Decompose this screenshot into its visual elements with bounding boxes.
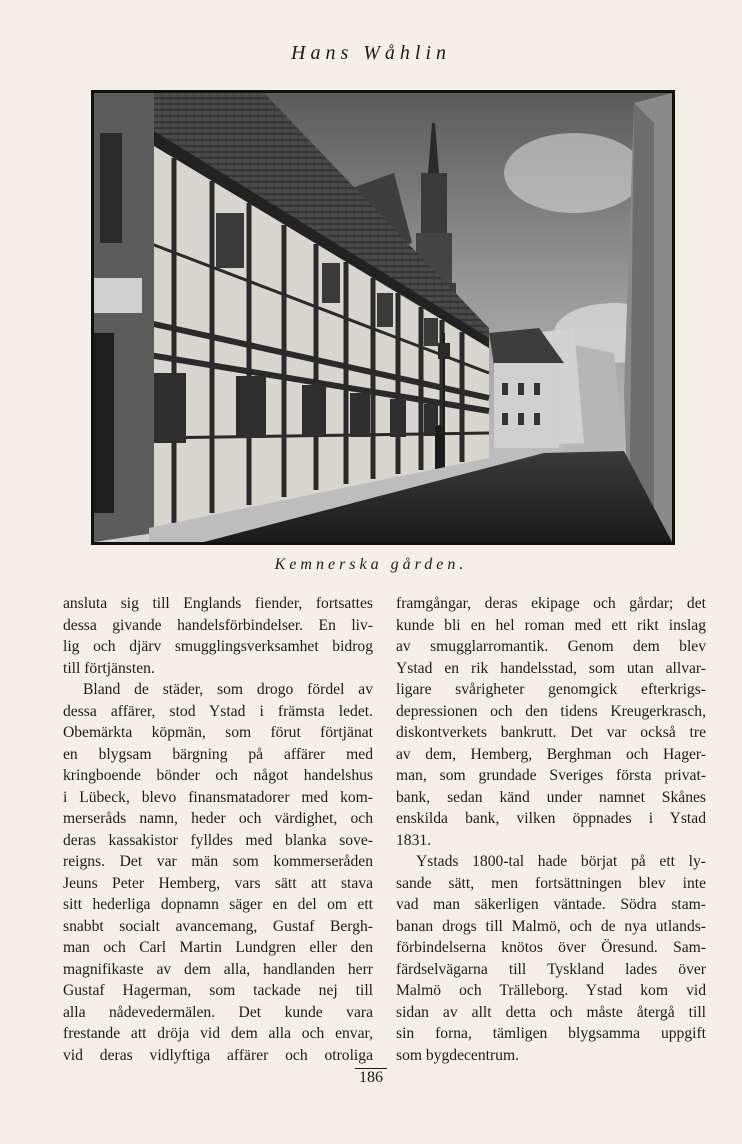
text-line: sidan av allt detta och måste återgå till: [396, 1003, 706, 1021]
text-line: Malmö och Trälleborg. Ystad kom vid: [396, 982, 706, 999]
left-text-column: [63, 593, 373, 1066]
text-line: i Lübeck, blevo finansmatadorer med kom-: [63, 788, 373, 806]
text-line: man, som grundade Sveriges första privat-: [396, 767, 706, 784]
text-line: man och Carl Martin Lundgren eller den: [63, 939, 373, 956]
text-line: sin forna, tämligen blygsamma uppgift: [396, 1025, 706, 1042]
text-line: som bygdecentrum.: [396, 1046, 519, 1064]
text-line: kunde bli en hel roman med ett rikt inslag: [396, 616, 706, 634]
text-line: merseråds namn, heder och värdighet, och: [63, 810, 373, 827]
running-header-author: Hans Wåhlin: [291, 42, 451, 64]
text-line: förbindelserna knötos över Öresund. Sam-: [396, 939, 706, 956]
text-line: sitt hederliga dopnamn säger en del om ett: [63, 896, 373, 913]
text-line: magnifikaste av dem alla, handlanden herr: [63, 960, 373, 978]
photo-caption: Kemnerska gården.: [274, 556, 468, 573]
text-line: kringboende bönder och något handelshus: [63, 767, 373, 784]
text-line: en blygsam bärgning på affärer med: [63, 745, 373, 763]
text-line: av smugglarromantik. Genom dem blev: [396, 638, 706, 655]
text-line: Jeuns Peter Hemberg, vars sätt att stava: [63, 874, 373, 892]
text-line: Obemärkta köpmän, som förut förtjänat: [63, 724, 373, 741]
text-line: alla nådevedermälen. Det kunde vara: [63, 1003, 373, 1021]
text-line: vid deras vidlyftiga affärer och otroliga: [63, 1046, 373, 1064]
text-line: banan drogs till Malmö, och de nya utlands-: [396, 917, 706, 935]
text-line: 1831.: [396, 831, 432, 849]
text-line: av dem, Hemberg, Berghman och Hager-: [396, 745, 706, 763]
text-line: reigns. Det var män som kommerseråden: [63, 853, 373, 870]
text-line: ansluta sig till Englands fiender, fortsattes: [63, 595, 373, 612]
text-line: enskilda bank, vilken öppnades i Ystad: [396, 810, 706, 827]
text-line: Ystads 1800-tal hade börjat på ett ly-: [416, 853, 706, 870]
text-line: vad man säkerligen väntade. Södra stam-: [396, 896, 706, 913]
text-line: diskontverkets bankrutt. Det var också tre: [396, 724, 706, 741]
text-line: frestande att dröja vid dem alla och envar,: [63, 1025, 373, 1042]
page-number-value: 186: [355, 1068, 387, 1087]
text-line: deras kassakistor fylldes med blanka sove-: [63, 831, 373, 849]
text-line: dessa givande handelsförbindelser. En liv-: [63, 616, 373, 634]
text-line: ligare svårigheter genomgick efterkrigs-: [396, 681, 706, 698]
page-number: [0, 1068, 742, 1087]
text-line: Gustaf Hagerman, som tackade nej till: [63, 982, 373, 999]
street-photograph: [91, 90, 675, 545]
text-line: lig och djärv smugglingsverksamhet bidrog: [63, 638, 373, 655]
text-line: Ystad en rik handelsstad, som utan allvar-: [396, 659, 706, 677]
text-line: till förtjänsten.: [63, 659, 155, 677]
text-line: dessa affärer, stod Ystad i främsta ledet.: [63, 702, 373, 720]
text-line: snabbt socialt avancemang, Gustaf Bergh-: [63, 917, 373, 935]
text-line: depressionen och den tidens Kreugerkrasch,: [396, 702, 706, 720]
text-line: framgångar, deras ekipage och gårdar; det: [396, 595, 706, 612]
text-line: färdselvägarna till Tyskland lades över: [396, 960, 706, 978]
text-line: Bland de städer, som drogo fördel av: [83, 681, 373, 698]
half-timbered-street-icon: [94, 93, 672, 542]
text-line: bank, sedan känd under namnet Skånes: [396, 788, 706, 806]
text-line: sande sätt, men fortsättningen blev inte: [396, 874, 706, 892]
right-text-column: [396, 593, 706, 1066]
